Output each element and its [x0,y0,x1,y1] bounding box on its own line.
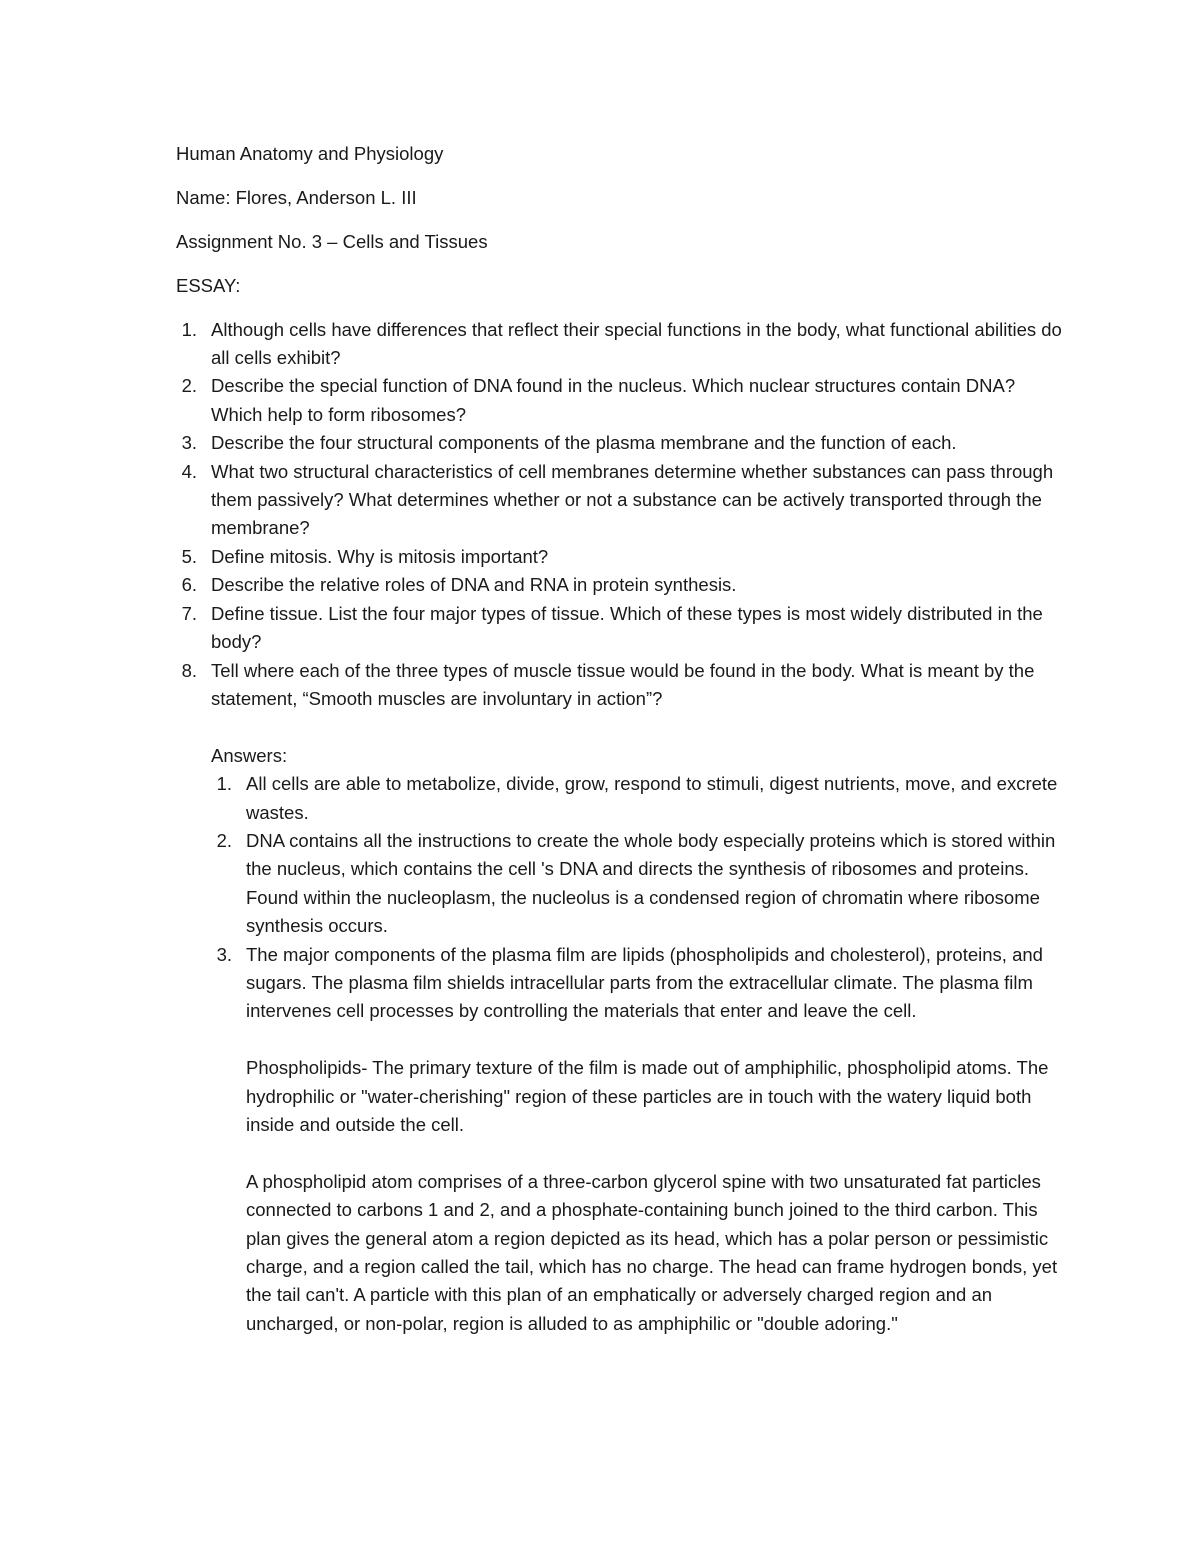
answer-number: 2. [216,829,232,851]
question-text: Tell where each of the three types of muscle tissue would be found in the body. What is meant by the statement, “Smooth muscles are involuntary in action”? [211,659,1035,709]
question-item [176,571,1066,599]
question-text: Describe the four structural components of the plasma membrane and the function of each. [211,432,957,454]
phospholipids-paragraph: Phospholipids- The primary texture of the film is made out of amphiphilic, phospholipid atoms. The hydrophilic or "water-cherishing" region of these particles are in touch with the watery liquid both inside and outside the cell. [246,1057,1049,1135]
student-name: Name: Flores, Anderson L. III [176,186,417,208]
question-item [176,543,1066,571]
answer-item [211,941,1066,1026]
question-item [176,458,1066,543]
question-number: 4. [181,460,197,482]
question-number: 1. [181,318,197,340]
answer-number: 3. [216,943,232,965]
question-number: 5. [181,545,197,567]
assignment-title: Assignment No. 3 – Cells and Tissues [176,230,488,252]
answer-item [211,827,1066,941]
question-item [176,600,1066,657]
answer-text: All cells are able to metabolize, divide, grow, respond to stimuli, digest nutrients, move, and excrete wastes. [246,773,1058,823]
question-item [176,316,1066,373]
question-text: Describe the relative roles of DNA and RNA in protein synthesis. [211,574,737,596]
question-number: 3. [181,432,197,454]
course-title: Human Anatomy and Physiology [176,143,444,164]
answer-number: 1. [216,773,232,795]
document-body [176,140,1066,1338]
question-text: Describe the special function of DNA found in the nucleus. Which nuclear structures contain DNA? Which help to form ribosomes? [211,375,1016,425]
question-number: 7. [181,602,197,624]
phospholipid-atom-paragraph: A phospholipid atom comprises of a three-carbon glycerol spine with two unsaturated fat particles connected to carbons 1 and 2, and a phosphate-containing bunch joined to the third carbon. This plan gives the general atom a region depicted as its head, which has a polar person or pessimistic charge, and a region called the tail, which has no charge. The head can frame hydrogen bonds, yet the tail can't. A particle with this plan of an emphatically or adversely charged region and an uncharged, or non-polar, region is alluded to as amphiphilic or "double adoring." [246,1170,1058,1334]
section-label: ESSAY: [176,274,241,296]
question-item [176,429,1066,457]
question-list [176,316,1066,714]
question-text: Define mitosis. Why is mitosis important? [211,545,549,567]
question-item [176,372,1066,429]
answer-text: DNA contains all the instructions to create the whole body especially proteins which is stored within the nucleus, which contains the cell 's DNA and directs the synthesis of ribosomes and proteins. Found within the nucleoplasm, the nucleolus is a condensed region of chromatin where ribosome synthesis occurs. [246,829,1056,937]
question-number: 8. [181,659,197,681]
question-item [176,657,1066,714]
question-number: 6. [181,574,197,596]
answer-text: The major components of the plasma film are lipids (phospholipids and cholesterol), proteins, and sugars. The plasma film shields intracellular parts from the extracellular climate. The plasma film intervenes cell processes by controlling the materials that enter and leave the cell. [246,943,1043,1022]
question-number: 2. [181,375,197,397]
question-text: What two structural characteristics of cell membranes determine whether substances can pass through them passively? What determines whether or not a substance can be actively transported through the membrane? [211,460,1054,539]
question-text: Although cells have differences that reflect their special functions in the body, what functional abilities do all cells exhibit? [211,318,1062,369]
answer-list [211,770,1066,1026]
question-text: Define tissue. List the four major types of tissue. Which of these types is most widely distributed in the body? [211,602,1043,653]
answer-item [211,770,1066,827]
answers-label: Answers: [211,744,288,766]
